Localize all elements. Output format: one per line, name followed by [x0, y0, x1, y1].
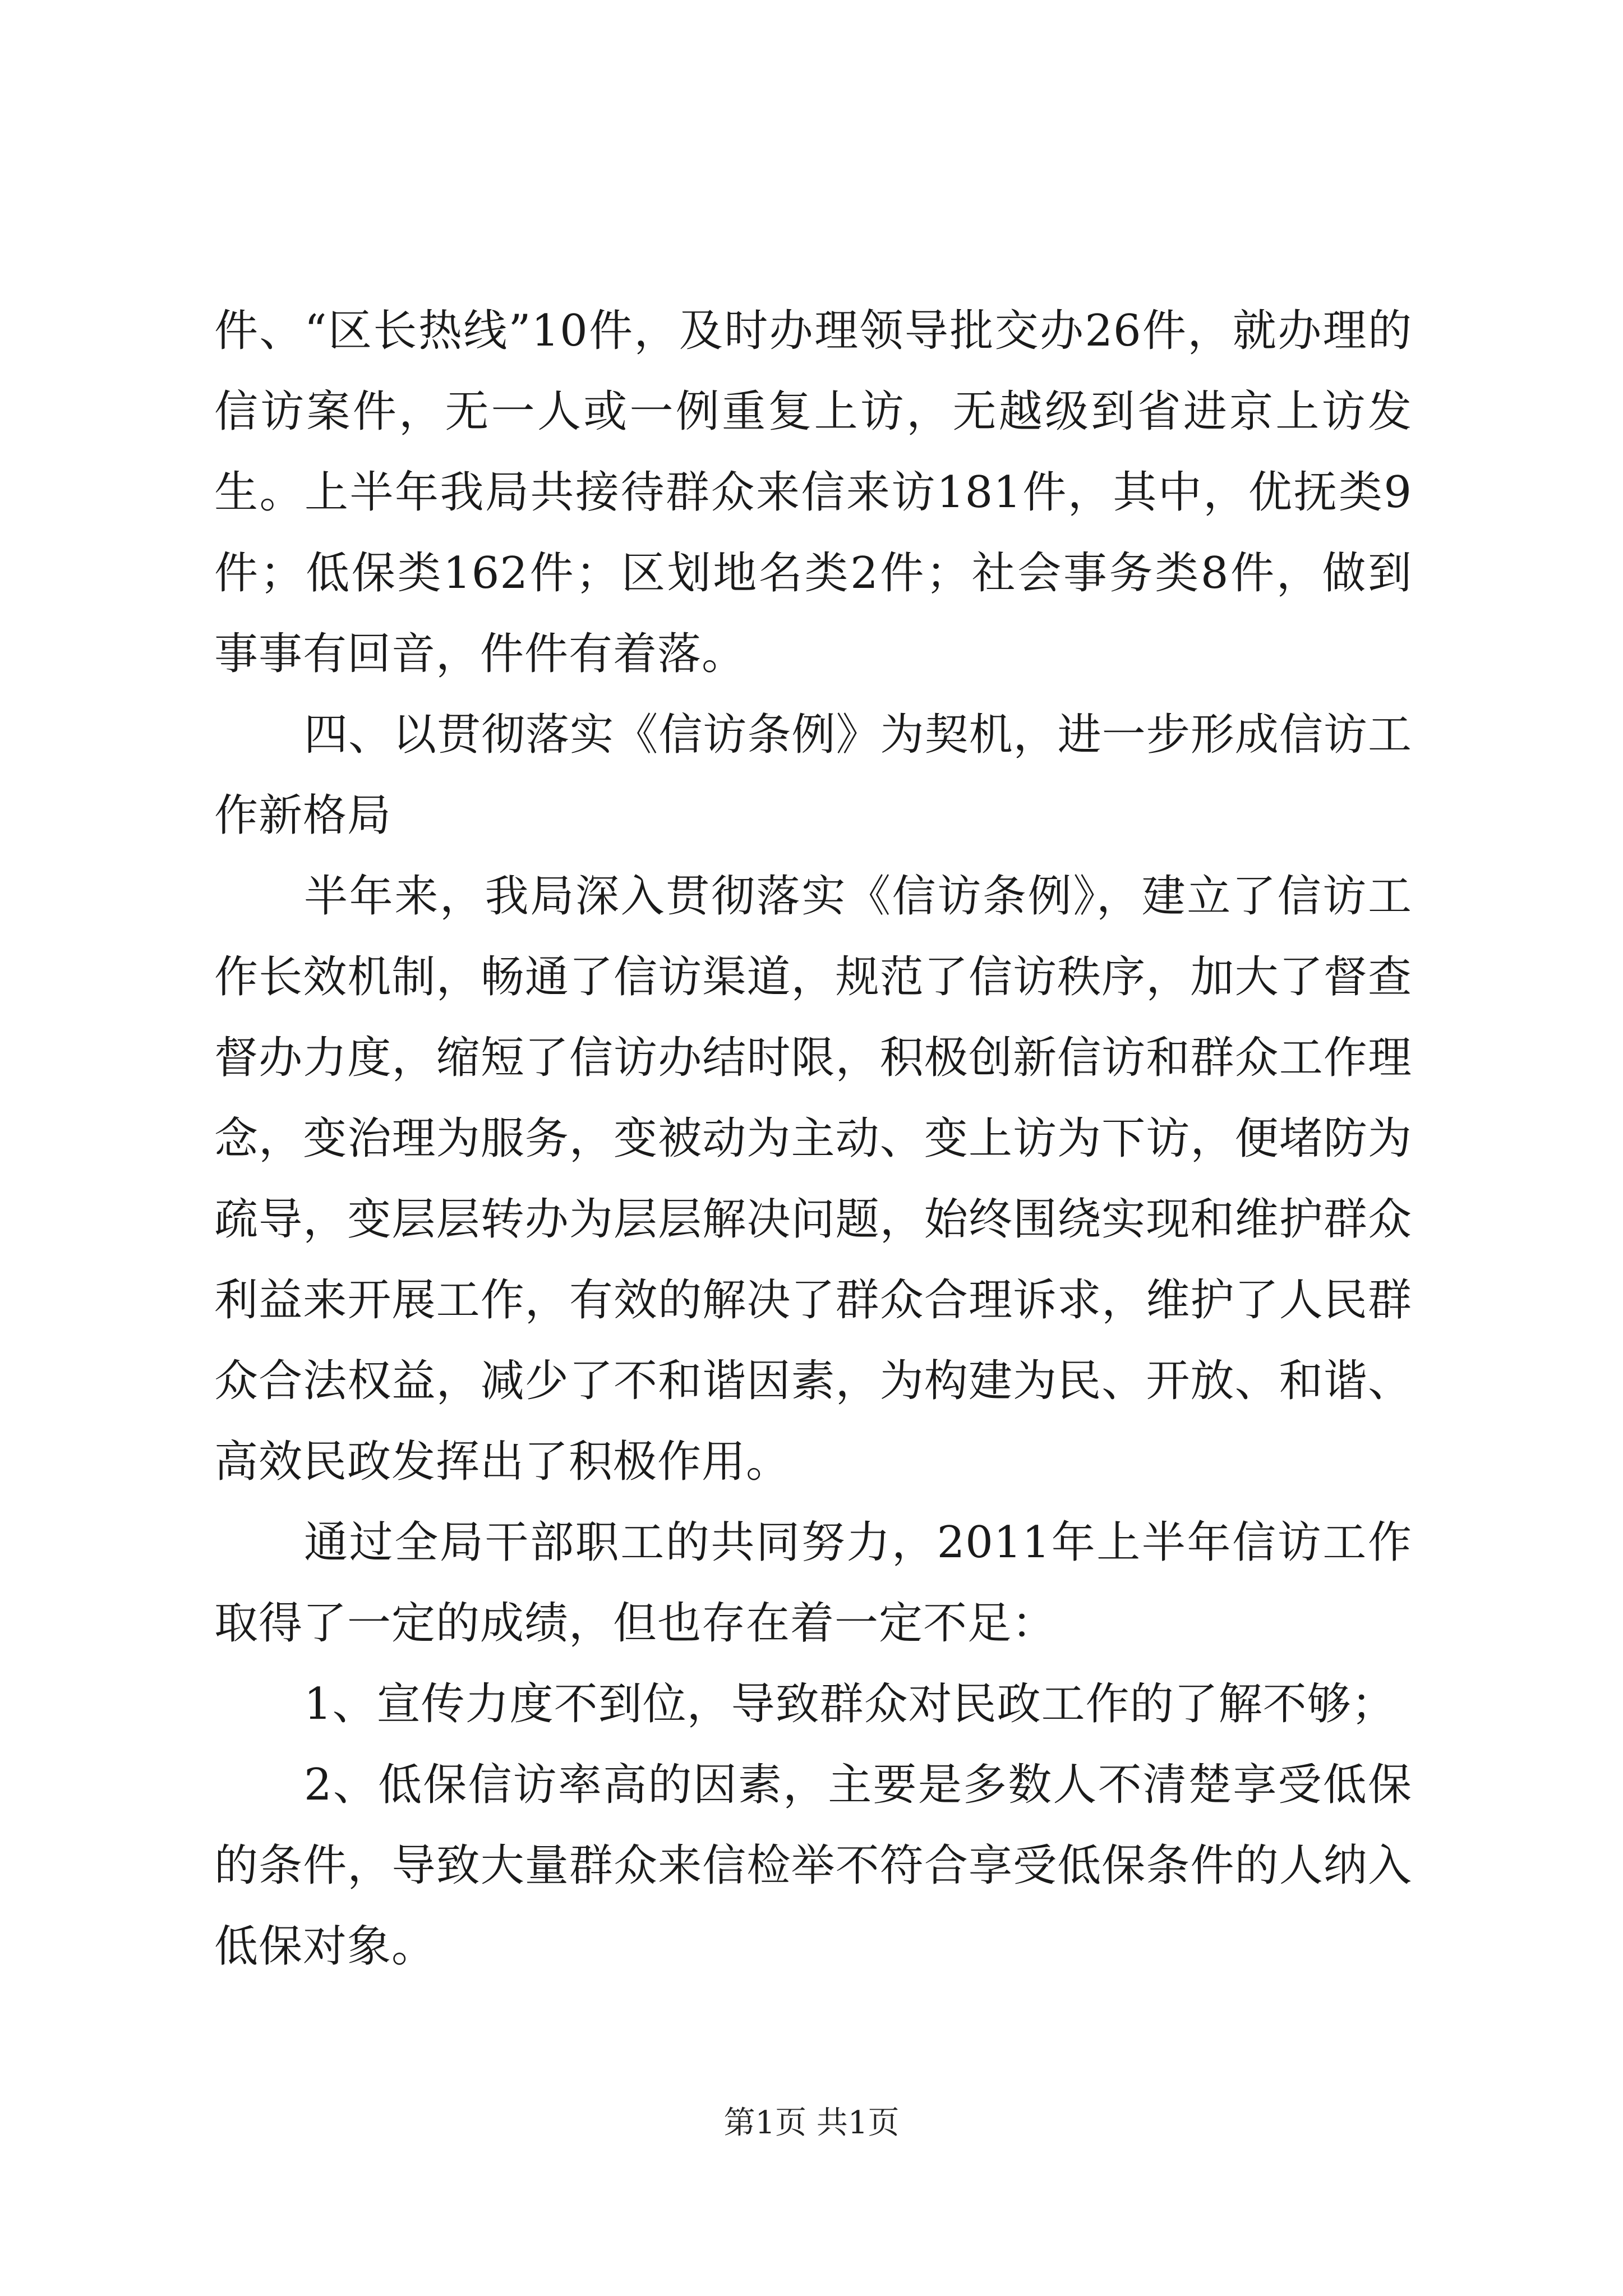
paragraph-half-year-summary: 半年来，我局深入贯彻落实《信访条例》，建立了信访工作长效机制，畅通了信访渠道，规范了信访秩序，加大了督查督办力度，缩短了信访办结时限，积极创新信访和群众工作理念，变治理为服务，变被动为主动、变上访为下访，便堵防为疏导，变层层转办为层层解决问题，始终围绕实现和维护群众利益来开展工作，有效的解决了群众合理诉求，维护了人民群众合法权益，减少了不和谐因素，为构建为民、开放、和谐、高效民政发挥出了积极作用。: [214, 871, 1412, 1487]
document-body: [214, 291, 1412, 1987]
paragraph-continuation: 件、“区长热线”10件，及时办理领导批交办26件，就办理的信访案件，无一人或一例重复上访，无越级到省进京上访发生。上半年我局共接待群众来信来访181件，其中，优抚类9件；低保类162件；区划地名类2件；社会事务类8件，做到事事有回音，件件有着落。: [214, 306, 1412, 679]
section-heading-four: 四、以贯彻落实《信访条例》为契机，进一步形成信访工作新格局: [214, 710, 1412, 841]
list-item-2: 2、低保信访率高的因素，主要是多数人不清楚享受低保的条件，导致大量群众来信检举不符合享受低保条件的人纳入低保对象。: [214, 1760, 1412, 1972]
page-footer: [0, 2104, 1623, 2143]
paragraph-achievements: 通过全局干部职工的共同努力，2011年上半年信访工作取得了一定的成绩，但也存在着一定不足：: [214, 1517, 1412, 1649]
list-item-1: 1、宣传力度不到位，导致群众对民政工作的了解不够；: [304, 1679, 1396, 1729]
page-number-label: 第1页 共1页: [723, 2105, 900, 2141]
